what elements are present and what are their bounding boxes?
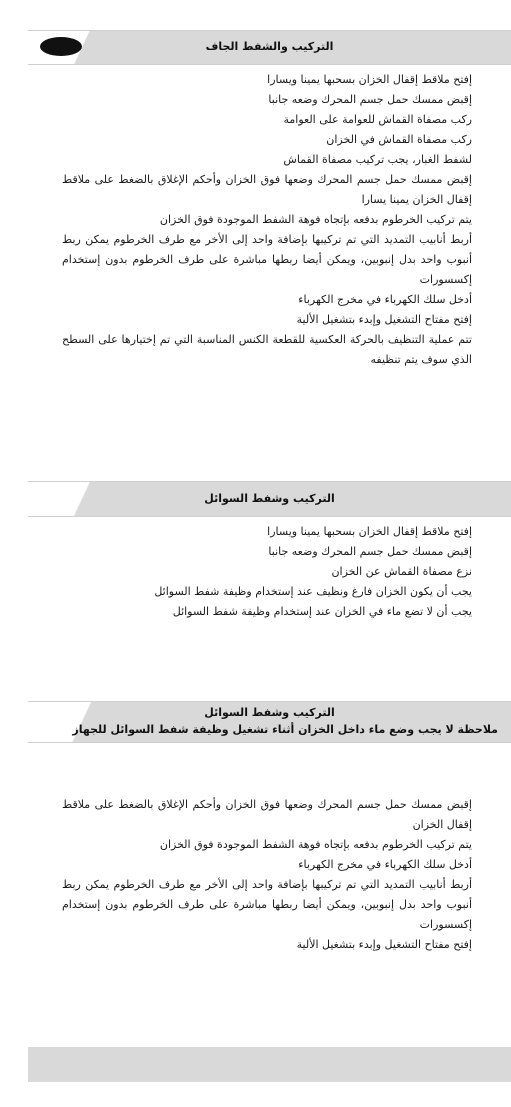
note-text: ملاحظة لا يجب وضع ماء داخل الخزان أثناء تشغيل وظيفة شفط السوائل للجهاز <box>72 723 498 736</box>
step: إفتح ملاقط إقفال الخزان بسحبها يمينا ويسارا <box>267 73 472 86</box>
section3-title: التركيب وشفط السوائل <box>204 706 335 719</box>
step: يتم تركيب الخرطوم بدفعه بإتجاه فوهة الشفط الموجودة فوق الخزان <box>159 838 472 851</box>
step: أربط أنابيب التمديد التي تم تركيبها بإضافة واحد إلى الأخر مع طرف الخرطوم يمكن ربط أنبوب واحد بدل إنبوبين، ويمكن أيضا ربطها مباشرة على طرف الخرطوم بدون إستخدام إكسسورات <box>62 878 472 931</box>
step: أدخل سلك الكهرباء في مخرج الكهرباء <box>298 293 472 306</box>
step: إفتح مفتاح التشغيل وإبدء بتشغيل الألية <box>296 938 472 951</box>
step: إقبض ممسك حمل جسم المحرك وضعه جانبا <box>268 545 472 558</box>
section2-steps <box>62 522 472 622</box>
footer-band <box>28 1047 511 1082</box>
step: لشفط الغبار، يجب تركيب مصفاة القماش <box>283 153 472 166</box>
step: يجب أن لا تضع ماء في الخزان عند إستخدام وظيفة شفط السوائل <box>172 605 472 618</box>
section1-header <box>28 30 511 65</box>
step: ركب مصفاة القماش للعوامة على العوامة <box>283 113 472 126</box>
step: نزع مصفاة القماش عن الخزان <box>331 565 472 578</box>
step: أربط أنابيب التمديد التي تم تركيبها بإضافة واحد إلى الأخر مع طرف الخرطوم يمكن ربط أنبوب واحد بدل إنبوبين، ويمكن أيضا ربطها مباشرة على طرف الخرطوم بدون إستخدام إكسسورات <box>62 233 472 286</box>
section1-title: التركيب والشفط الجاف <box>205 40 334 53</box>
step: إقبض ممسك حمل جسم المحرك وضعه جانبا <box>268 93 472 106</box>
step: إقبض ممسك حمل جسم المحرك وضعها فوق الخزان وأحكم الإغلاق بالضغط على ملاقط إقفال الخزان يمينا يسارا <box>62 173 472 206</box>
section1-steps <box>62 70 472 370</box>
step: إفتح مفتاح التشغيل وإبدء بتشغيل الألية <box>296 313 472 326</box>
page-marker-oval <box>40 37 82 56</box>
step: تتم عملية التنظيف بالحركة العكسية للقطعة الكنس المناسبة التي تم إختيارها على السطح الذي سوف يتم تنظيفه <box>62 333 472 366</box>
section3-header <box>28 701 511 743</box>
section3-steps <box>62 795 472 955</box>
section2-header <box>28 481 511 517</box>
step: أدخل سلك الكهرباء في مخرج الكهرباء <box>298 858 472 871</box>
section2-title: التركيب وشفط السوائل <box>204 492 335 505</box>
step: يجب أن يكون الخزان فارغ ونظيف عند إستخدام وظيفة شفط السوائل <box>154 585 472 598</box>
step: إفتح ملاقط إقفال الخزان بسحبها يمينا ويسارا <box>267 525 472 538</box>
step: ركب مصفاة القماش في الخزان <box>326 133 472 146</box>
step: إقبض ممسك حمل جسم المحرك وضعها فوق الخزان وأحكم الإغلاق بالضغط على ملاقط إقفال الخزان <box>62 798 472 831</box>
step: يتم تركيب الخرطوم بدفعه بإتجاه فوهة الشفط الموجودة فوق الخزان <box>159 213 472 226</box>
